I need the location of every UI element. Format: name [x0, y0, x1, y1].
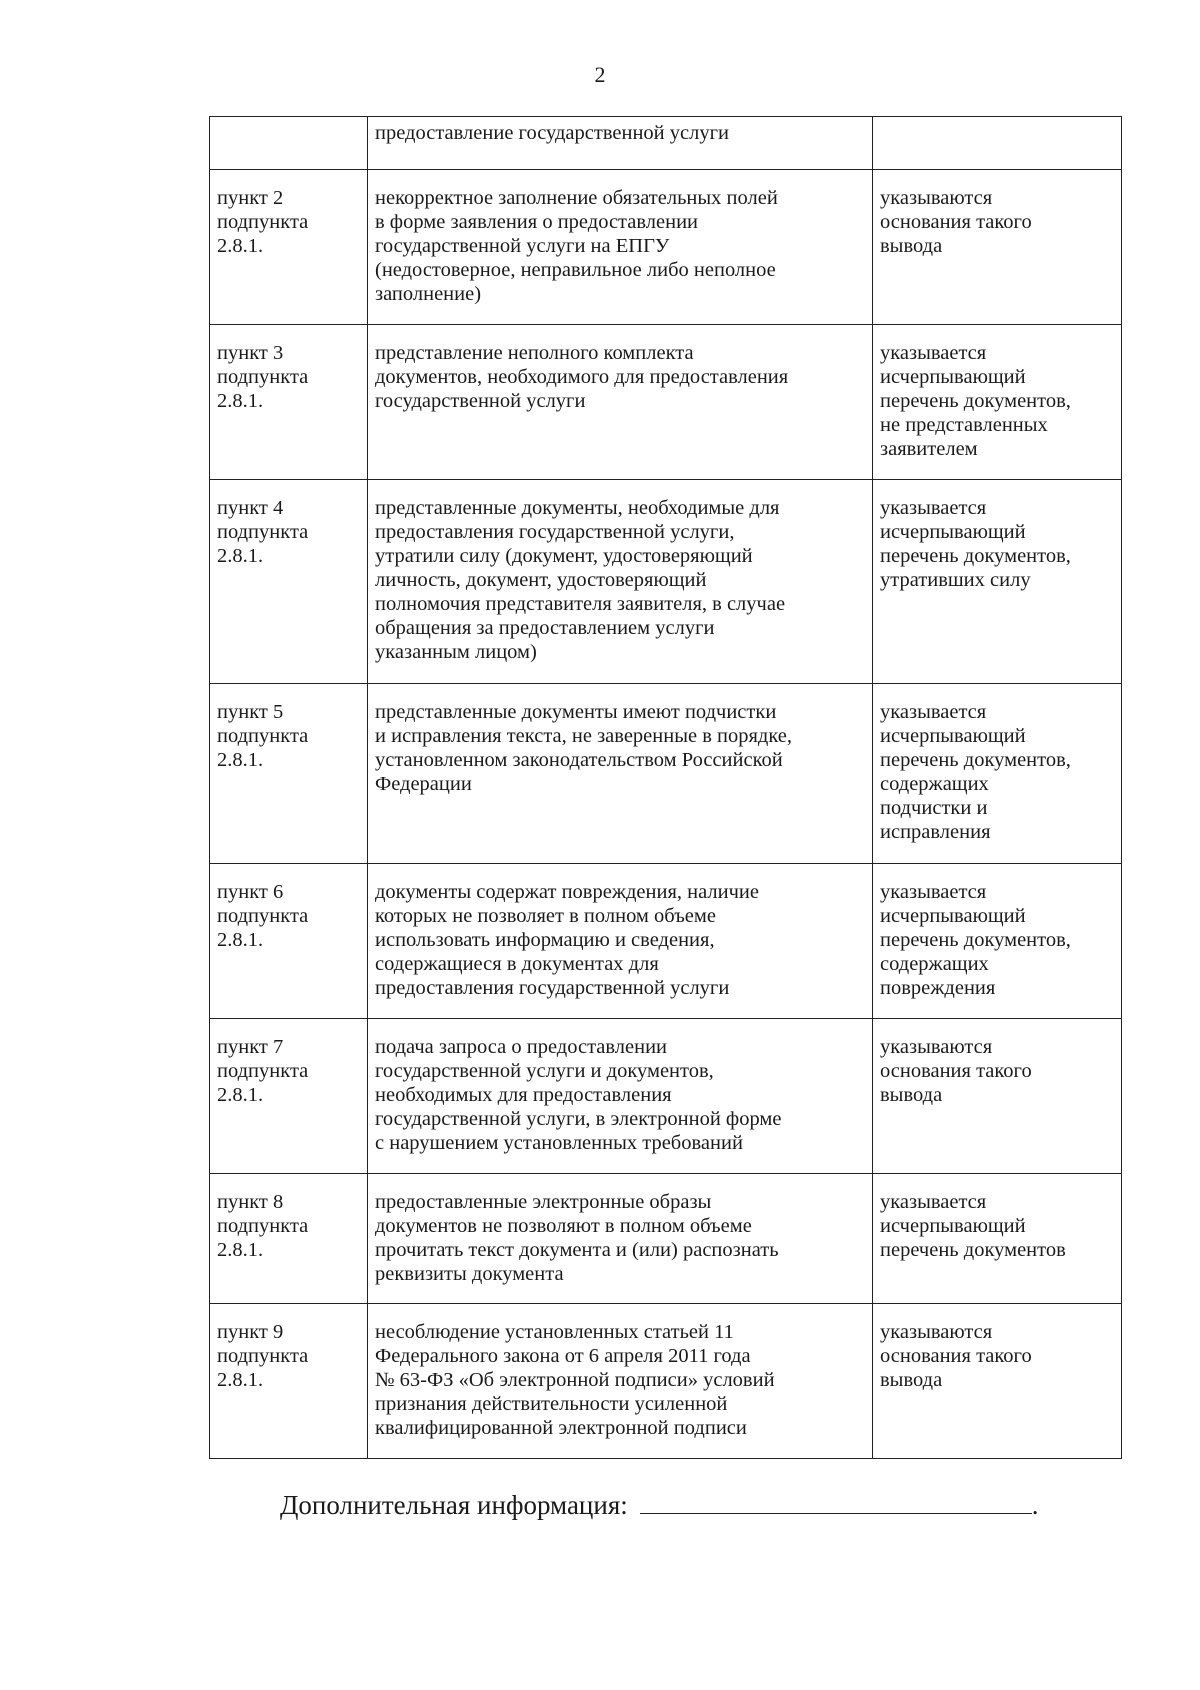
clause-text: пункт 3 подпункта 2.8.1.: [217, 342, 309, 412]
clause-cell: [210, 170, 368, 325]
reason-text: документы содержат повреждения, наличие которых не позволяет в полном объеме использовать информацию и сведения, содержащиеся в документах для предоставления государственной услуги: [375, 881, 759, 999]
clause-cell: [210, 325, 368, 480]
additional-info-end-mark: .: [1031, 1490, 1039, 1520]
reason-cell: [368, 325, 873, 480]
reason-cell: [368, 1174, 873, 1304]
clause-cell: [210, 684, 368, 864]
explanation-text: указывается исчерпывающий перечень документов, содержащих подчистки и исправления: [880, 701, 1071, 843]
clause-text: пункт 7 подпункта 2.8.1.: [217, 1036, 309, 1106]
reason-cell: [368, 170, 873, 325]
reason-text: подача запроса о предоставлении государственной услуги и документов, необходимых для предоставления государственной услуги, в электронной форме с нарушением установленных требований: [375, 1036, 782, 1154]
explanation-cell: [873, 480, 1122, 684]
reason-cell: [368, 117, 873, 170]
explanation-cell: [873, 170, 1122, 325]
table-row: [210, 684, 1122, 864]
explanation-cell: [873, 325, 1122, 480]
reason-text: представленные документы, необходимые для предоставления государственной услуги, утратили силу (документ, удостоверяющий личность, документ, удостоверяющий полномочия представителя заявителя, в случае обращения за предоставлением услуги указанным лицом): [375, 497, 786, 663]
explanation-cell: [873, 864, 1122, 1019]
clause-cell: [210, 117, 368, 170]
reason-text: несоблюдение установленных статьей 11 Федерального закона от 6 апреля 2011 года № 63-ФЗ «Об электронной подписи» условий признания действительности усиленной квалифицированной электронной подписи: [375, 1321, 775, 1439]
clause-text: пункт 6 подпункта 2.8.1.: [217, 881, 309, 951]
explanation-text: указываются основания такого вывода: [880, 1321, 1032, 1391]
reason-text: некорректное заполнение обязательных полей в форме заявления о предоставлении государственной услуги на ЕПГУ (недостоверное, неправильное либо неполное заполнение): [375, 187, 778, 305]
reason-cell: [368, 684, 873, 864]
explanation-text: указываются основания такого вывода: [880, 1036, 1032, 1106]
explanation-text: указывается исчерпывающий перечень документов, не представленных заявителем: [880, 342, 1071, 460]
clause-text: пункт 5 подпункта 2.8.1.: [217, 701, 309, 771]
reason-text: предоставление государственной услуги: [375, 122, 729, 144]
reason-cell: [368, 1019, 873, 1174]
reason-cell: [368, 864, 873, 1019]
explanation-text: указывается исчерпывающий перечень документов: [880, 1191, 1066, 1261]
explanation-cell: [873, 1304, 1122, 1459]
additional-info-line: [280, 1490, 1039, 1521]
additional-info-label: Дополнительная информация:: [280, 1490, 628, 1520]
table-row: [210, 170, 1122, 325]
additional-info-blank: [640, 1491, 1032, 1514]
explanation-cell: [873, 684, 1122, 864]
explanation-cell: [873, 117, 1122, 170]
clause-text: пункт 8 подпункта 2.8.1.: [217, 1191, 309, 1261]
explanation-text: указывается исчерпывающий перечень документов, утративших силу: [880, 497, 1071, 591]
clause-cell: [210, 1304, 368, 1459]
clause-text: пункт 9 подпункта 2.8.1.: [217, 1321, 309, 1391]
table-row: [210, 117, 1122, 170]
clause-cell: [210, 864, 368, 1019]
refusal-reasons-table: [209, 116, 1122, 1459]
clause-cell: [210, 480, 368, 684]
reason-cell: [368, 480, 873, 684]
reason-text: представление неполного комплекта документов, необходимого для предоставления государственной услуги: [375, 342, 789, 412]
table-row: [210, 1174, 1122, 1304]
table-row: [210, 864, 1122, 1019]
clause-text: пункт 4 подпункта 2.8.1.: [217, 497, 309, 567]
explanation-cell: [873, 1019, 1122, 1174]
explanation-text: указываются основания такого вывода: [880, 187, 1032, 257]
explanation-text: указывается исчерпывающий перечень документов, содержащих повреждения: [880, 881, 1071, 999]
table-row: [210, 1304, 1122, 1459]
table-row: [210, 480, 1122, 684]
reason-cell: [368, 1304, 873, 1459]
clause-cell: [210, 1174, 368, 1304]
table-row: [210, 325, 1122, 480]
table-row: [210, 1019, 1122, 1174]
clause-text: пункт 2 подпункта 2.8.1.: [217, 187, 309, 257]
clause-cell: [210, 1019, 368, 1174]
reason-text: предоставленные электронные образы документов не позволяют в полном объеме прочитать текст документа и (или) распознать реквизиты документа: [375, 1191, 779, 1285]
reason-text: представленные документы имеют подчистки и исправления текста, не заверенные в порядке, установленном законодательством Российской Федерации: [375, 701, 793, 795]
page-number: 2: [594, 62, 606, 87]
explanation-cell: [873, 1174, 1122, 1304]
